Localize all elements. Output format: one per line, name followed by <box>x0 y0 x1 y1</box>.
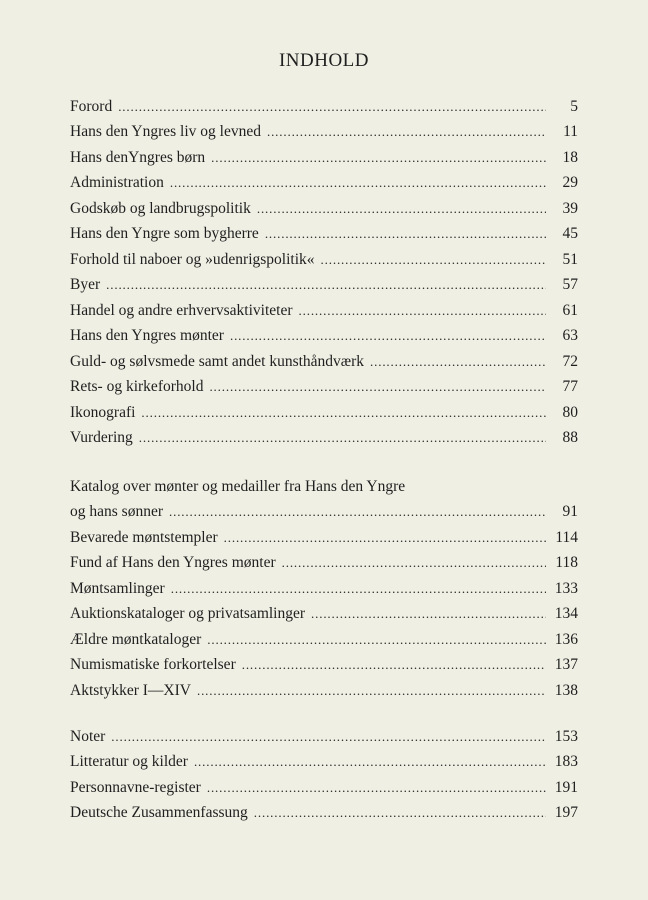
page-title: INDHOLD <box>278 50 370 71</box>
toc-entry <box>70 674 578 700</box>
toc-entry-label: Møntsamlinger <box>70 579 165 597</box>
toc-entry-page: 118 <box>555 554 578 571</box>
toc-entry <box>70 547 578 573</box>
toc-entry-label: Vurdering <box>70 429 133 446</box>
dot-leader <box>257 200 546 218</box>
toc-entry-label: Forord <box>70 97 113 115</box>
dot-leader <box>170 174 546 192</box>
toc-entry-page: 57 <box>562 276 578 293</box>
toc-entry-page: 51 <box>562 250 578 268</box>
toc-entry <box>70 649 578 675</box>
toc-entry <box>70 396 578 422</box>
toc-entry <box>70 746 578 772</box>
toc-entry-page: 5 <box>570 97 578 115</box>
toc-entry-page: 91 <box>562 503 578 520</box>
toc-entry <box>70 90 578 116</box>
toc-entry-page: 88 <box>562 429 578 446</box>
toc-entry-label: Litteratur og kilder <box>70 753 188 770</box>
toc-entry <box>70 720 578 746</box>
toc-entry-page: 45 <box>562 225 578 242</box>
dot-leader <box>139 429 546 447</box>
dot-leader <box>242 656 546 674</box>
dot-leader <box>311 605 546 623</box>
dot-leader <box>299 302 546 320</box>
toc-entry-label: Personnavne-register <box>70 778 201 796</box>
toc-entry-page: 183 <box>554 753 578 770</box>
toc-entry <box>70 422 578 448</box>
toc-entry-page: 72 <box>562 352 578 370</box>
toc-entry-page: 133 <box>554 579 578 597</box>
toc-entry-page: 114 <box>555 528 578 546</box>
dot-leader <box>230 327 546 345</box>
toc-entry-label: Fund af Hans den Yngres mønter <box>70 554 276 571</box>
toc-entry <box>70 572 578 598</box>
dot-leader <box>169 503 546 521</box>
toc-entry-page: 11 <box>563 123 578 140</box>
toc-entry-page: 18 <box>562 148 578 166</box>
dot-leader <box>207 779 546 797</box>
toc-entry <box>70 320 578 346</box>
dot-leader <box>224 529 546 547</box>
dot-leader <box>282 554 546 572</box>
dot-leader <box>118 98 546 116</box>
toc-entry-multiline-second <box>70 496 578 522</box>
toc-entry-page: 29 <box>562 174 578 191</box>
dot-leader <box>254 804 546 822</box>
toc-entry <box>70 167 578 193</box>
toc-entry-label: Aktstykker I—XIV <box>70 681 191 699</box>
dot-leader <box>211 149 546 167</box>
dot-leader <box>171 580 546 598</box>
toc-section-1 <box>70 90 578 447</box>
dot-leader <box>265 225 546 243</box>
toc-entry-page: 136 <box>554 630 578 648</box>
toc-entry-label: Rets- og kirkeforhold <box>70 378 204 395</box>
toc-entry-label: Noter <box>70 727 106 745</box>
toc-entry-label: Auktionskataloger og privatsamlinger <box>70 605 306 622</box>
toc-entry-page: 134 <box>554 605 578 622</box>
toc-entry-label: Bevarede møntstempler <box>70 528 218 546</box>
toc-entry <box>70 623 578 649</box>
toc-section-3 <box>70 720 578 822</box>
toc-entry <box>70 521 578 547</box>
dot-leader <box>267 123 546 141</box>
toc-entry-label: Hans den Yngres liv og levned <box>70 123 261 140</box>
toc-entry-page: 137 <box>554 656 578 673</box>
toc-entry <box>70 269 578 295</box>
toc-entry <box>70 218 578 244</box>
dot-leader <box>111 728 546 746</box>
dot-leader <box>207 631 546 649</box>
toc-entry-page: 80 <box>562 403 578 421</box>
toc-entry-label: Hans den Yngres mønter <box>70 327 224 344</box>
toc-entry <box>70 598 578 624</box>
toc-entry-label: Forhold til naboer og »udenrigspolitik« <box>70 250 315 268</box>
toc-entry-label: Deutsche Zusammenfassung <box>70 804 248 821</box>
toc-entry-label: Ikonografi <box>70 403 136 421</box>
dot-leader <box>141 404 546 422</box>
toc-entry-label: og hans sønner <box>70 503 163 520</box>
toc-entry-page: 77 <box>562 378 578 395</box>
toc-entry <box>70 771 578 797</box>
toc-entry <box>70 141 578 167</box>
toc-entry-page: 39 <box>562 199 578 217</box>
toc-entry-page: 138 <box>554 681 578 699</box>
toc-entry-label: Hans denYngres børn <box>70 148 206 166</box>
dot-leader <box>106 276 546 294</box>
dot-leader <box>194 753 546 771</box>
dot-leader <box>209 378 546 396</box>
toc-entry <box>70 116 578 142</box>
toc-entry-label: Guld- og sølvsmede samt andet kunsthåndværk <box>70 352 365 370</box>
toc-entry-page: 61 <box>562 301 578 319</box>
toc-entry-page: 153 <box>554 727 578 745</box>
toc-entry-label: Godskøb og landbrugspolitik <box>70 199 251 217</box>
toc-entry-label: Byer <box>70 276 101 293</box>
toc-entry <box>70 371 578 397</box>
toc-entry-multiline-first <box>70 470 578 496</box>
dot-leader <box>321 251 546 269</box>
toc-entry <box>70 294 578 320</box>
toc-entry-label: Numismatiske forkortelser <box>70 656 236 673</box>
toc-entry-label: Ældre møntkataloger <box>70 630 202 648</box>
toc-entry-page: 197 <box>554 804 578 821</box>
toc-entry-page: 63 <box>562 327 578 344</box>
toc-entry-label: Hans den Yngre som bygherre <box>70 225 259 242</box>
toc-section-2 <box>70 470 578 700</box>
toc-entry-label: Administration <box>70 174 164 191</box>
toc-entry <box>70 243 578 269</box>
toc-entry <box>70 192 578 218</box>
dot-leader <box>197 682 546 700</box>
toc-entry-label: Handel og andre erhvervsaktiviteter <box>70 301 293 319</box>
toc-entry <box>70 797 578 823</box>
toc-entry-label: Katalog over mønter og medailler fra Hans den Yngre <box>70 477 406 495</box>
dot-leader <box>370 353 546 371</box>
toc-entry <box>70 345 578 371</box>
toc-entry-page: 191 <box>554 778 578 796</box>
